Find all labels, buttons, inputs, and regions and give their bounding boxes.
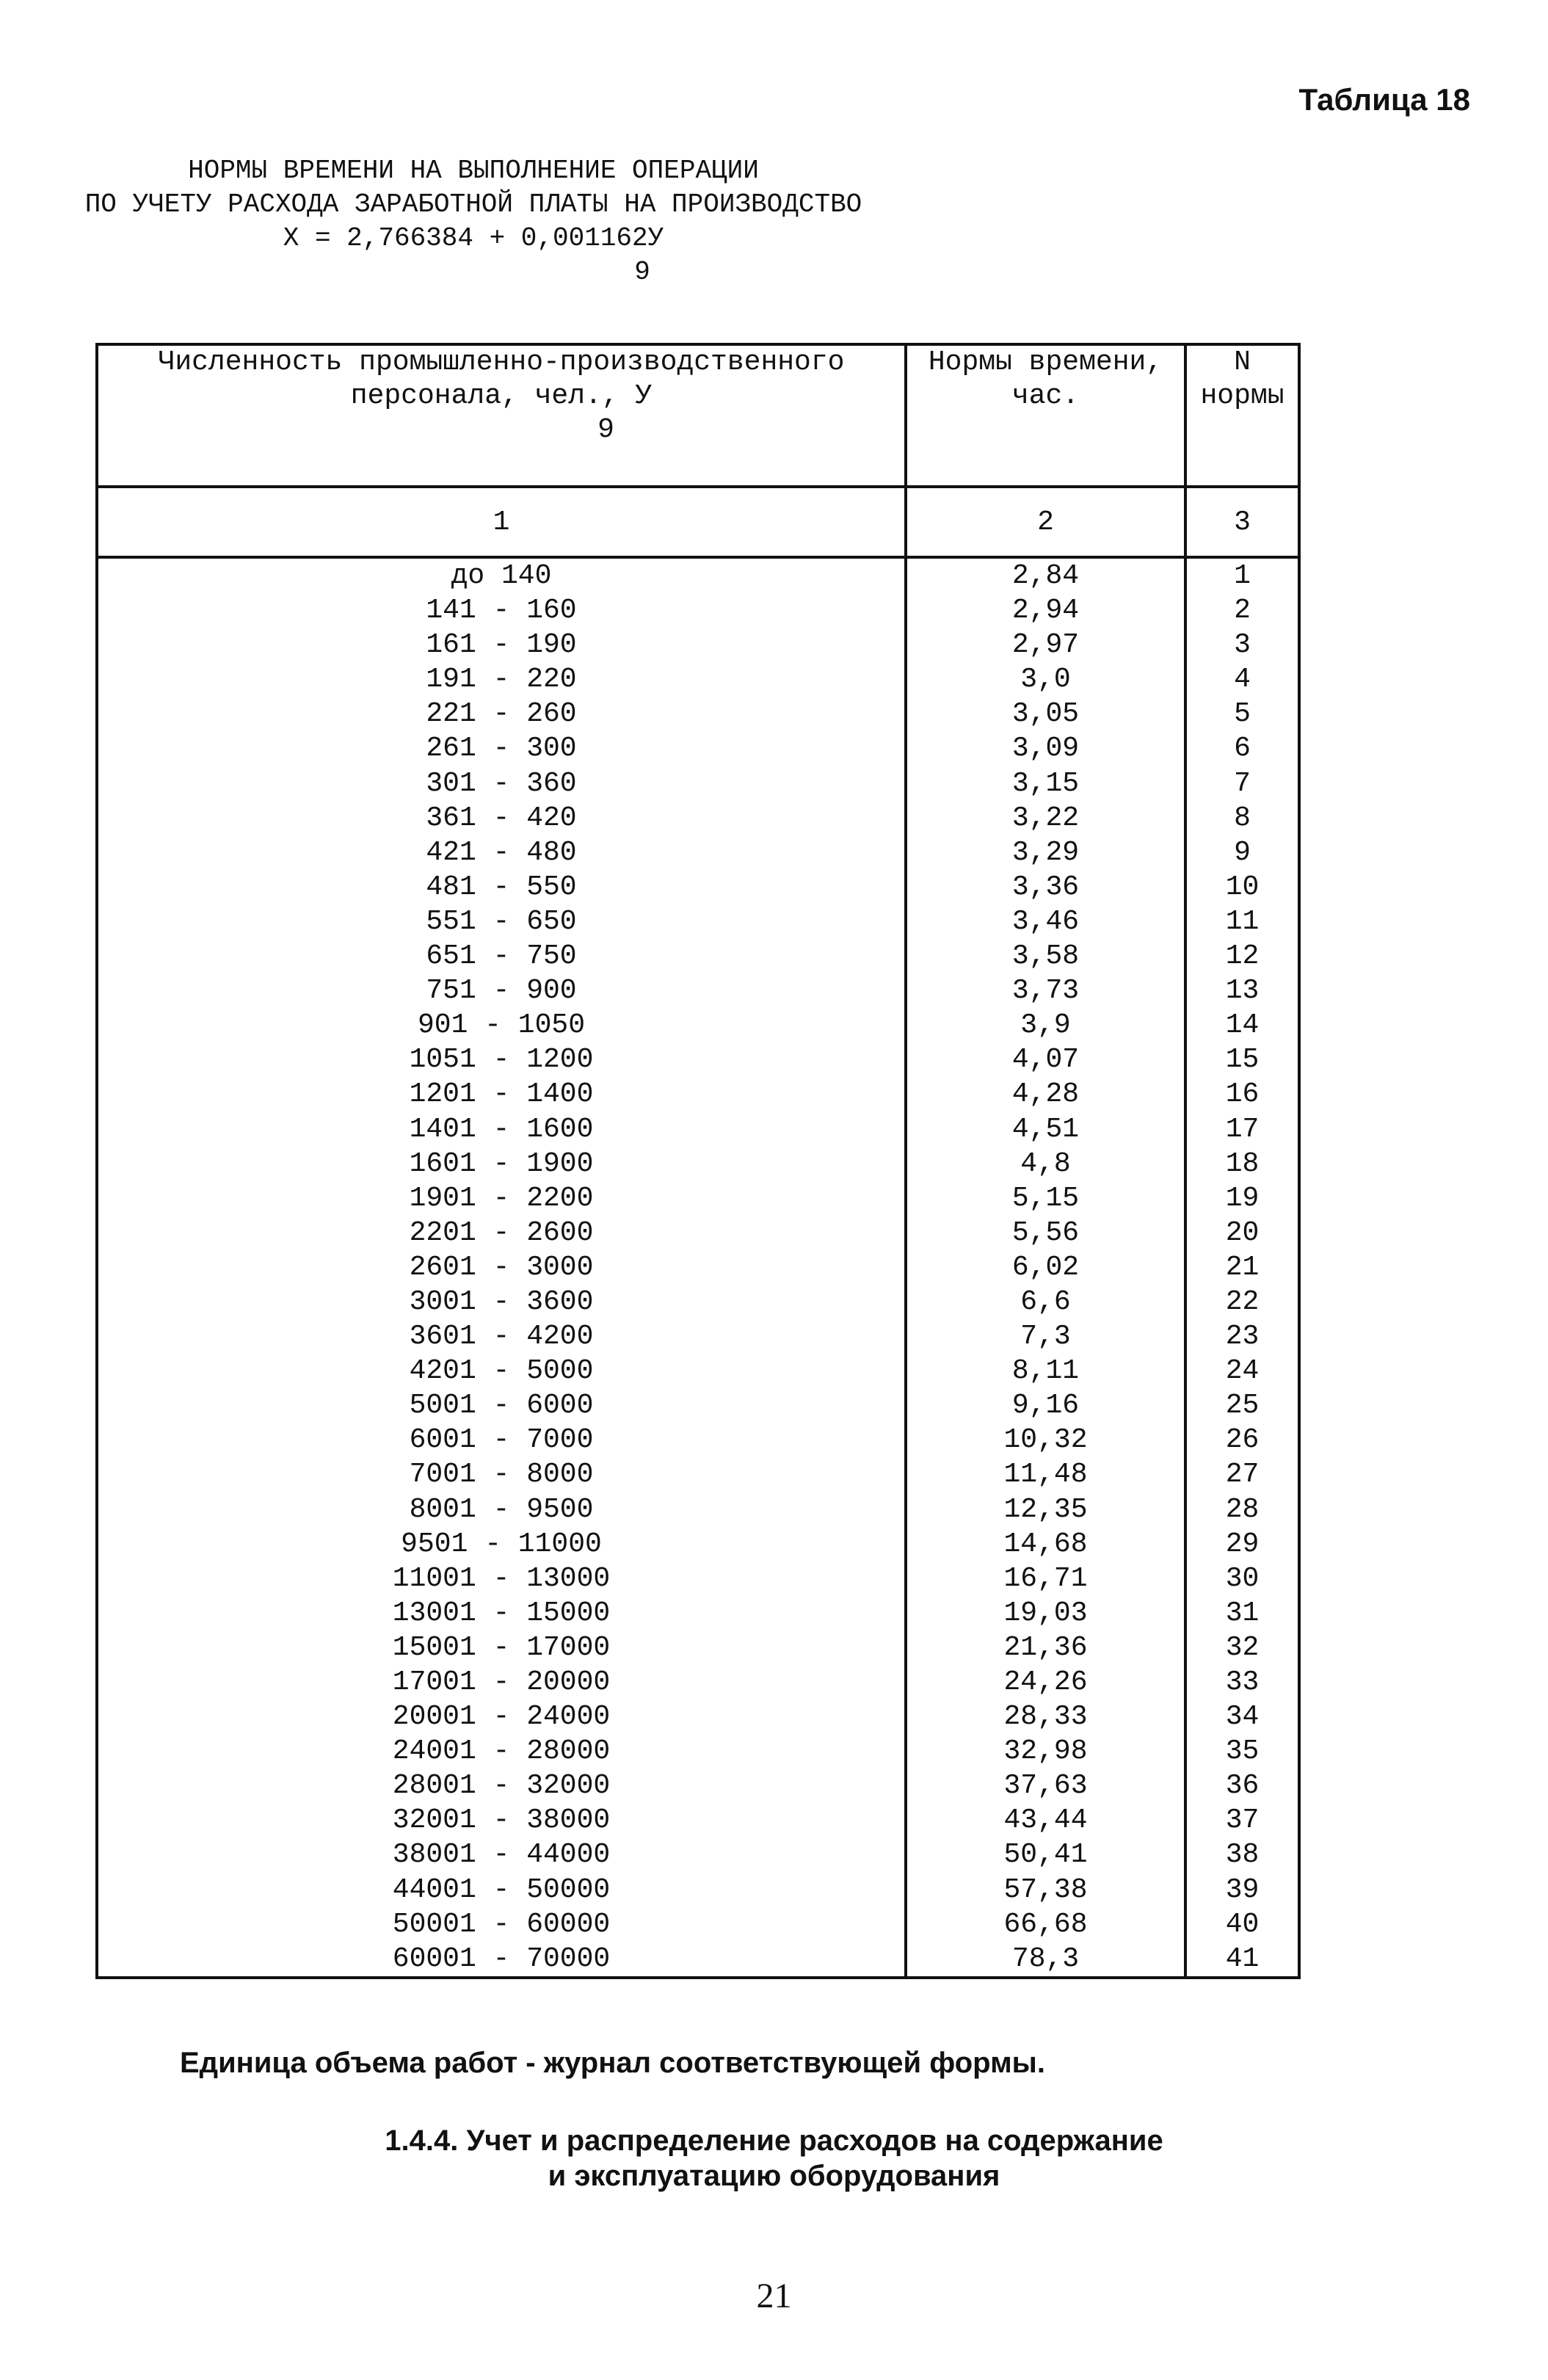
headcount-range-cell: 15001 - 17000 [97,1630,906,1665]
table-row [97,1734,1299,1768]
table-row [97,662,1299,697]
headcount-range-cell: 361 - 420 [97,801,906,835]
time-norm-cell: 21,36 [906,1630,1185,1665]
headcount-range-cell: 1601 - 1900 [97,1147,906,1181]
column-number-1: 1 [97,487,906,557]
norm-number-cell: 28 [1185,1492,1299,1527]
headcount-range-cell: 11001 - 13000 [97,1561,906,1596]
norm-number-cell: 32 [1185,1630,1299,1665]
table-row [97,1354,1299,1388]
time-norm-cell: 10,32 [906,1423,1185,1457]
time-norm-cell: 32,98 [906,1734,1185,1768]
time-norm-cell: 14,68 [906,1527,1185,1561]
norm-number-cell: 17 [1185,1112,1299,1147]
table-row [97,1873,1299,1907]
table-row [97,1492,1299,1527]
section-heading-line-2: и эксплуатацию оборудования [548,2160,1000,2192]
headcount-range-cell: 1401 - 1600 [97,1112,906,1147]
table-row [97,1942,1299,1978]
headcount-range-cell: 301 - 360 [97,766,906,801]
norm-number-cell: 27 [1185,1457,1299,1492]
headcount-range-cell: 1901 - 2200 [97,1181,906,1216]
time-norm-cell: 19,03 [906,1596,1185,1630]
header-norm-number-line-1: N [1234,347,1251,378]
norm-number-cell: 19 [1185,1181,1299,1216]
norm-number-cell: 10 [1185,870,1299,904]
table-row [97,1527,1299,1561]
norm-number-cell: 23 [1185,1319,1299,1354]
time-norm-cell: 4,8 [906,1147,1185,1181]
time-norm-cell: 2,94 [906,593,1185,628]
headcount-range-cell: 221 - 260 [97,697,906,731]
table-row [97,1596,1299,1630]
time-norm-cell: 9,16 [906,1388,1185,1423]
time-norm-cell: 4,51 [906,1112,1185,1147]
headcount-range-cell: 1051 - 1200 [97,1042,906,1077]
norm-number-cell: 39 [1185,1873,1299,1907]
headcount-range-cell: 481 - 550 [97,870,906,904]
table-row [97,1768,1299,1803]
headcount-range-cell: 421 - 480 [97,835,906,870]
column-number-3: 3 [1185,487,1299,557]
time-norm-cell: 4,07 [906,1042,1185,1077]
table-row [97,1388,1299,1423]
norm-number-cell: 9 [1185,835,1299,870]
table-row [97,835,1299,870]
time-norm-cell: 3,0 [906,662,1185,697]
time-norm-cell: 3,36 [906,870,1185,904]
table-row [97,1907,1299,1942]
headcount-range-cell: 2201 - 2600 [97,1216,906,1250]
norm-number-cell: 25 [1185,1388,1299,1423]
table-row [97,766,1299,801]
section-heading [0,2123,1548,2194]
table-row [97,593,1299,628]
headcount-range-cell: 651 - 750 [97,939,906,973]
time-norm-cell: 6,6 [906,1285,1185,1319]
norm-number-cell: 3 [1185,628,1299,662]
headcount-range-cell: 17001 - 20000 [97,1665,906,1699]
headcount-range-cell: 32001 - 38000 [97,1803,906,1837]
time-norm-cell: 2,97 [906,628,1185,662]
headcount-range-cell: до 140 [97,557,906,593]
table-row [97,1077,1299,1111]
table-row [97,1837,1299,1872]
header-time-norm-line-1: Нормы времени, [928,347,1163,378]
time-norm-cell: 16,71 [906,1561,1185,1596]
time-norm-cell: 2,84 [906,557,1185,593]
headcount-range-cell: 751 - 900 [97,973,906,1008]
table-row [97,1803,1299,1837]
headcount-range-cell: 9501 - 11000 [97,1527,906,1561]
norm-number-cell: 33 [1185,1665,1299,1699]
title-line-2: ПО УЧЕТУ РАСХОДА ЗАРАБОТНОЙ ПЛАТЫ НА ПРОИЗВОДСТВО [84,189,862,220]
headcount-range-cell: 4201 - 5000 [97,1354,906,1388]
norm-number-cell: 40 [1185,1907,1299,1942]
norm-number-cell: 7 [1185,766,1299,801]
norms-table [95,343,1301,1979]
table-row [97,1250,1299,1285]
time-norm-cell: 12,35 [906,1492,1185,1527]
norm-number-cell: 12 [1185,939,1299,973]
time-norm-cell: 66,68 [906,1907,1185,1942]
norm-number-cell: 35 [1185,1734,1299,1768]
column-number-2: 2 [906,487,1185,557]
norm-number-cell: 34 [1185,1699,1299,1734]
table-title [0,154,947,289]
header-headcount [97,344,906,487]
headcount-range-cell: 6001 - 7000 [97,1423,906,1457]
time-norm-cell: 78,3 [906,1942,1185,1978]
norm-number-cell: 31 [1185,1596,1299,1630]
headcount-range-cell: 24001 - 28000 [97,1734,906,1768]
table-body [97,557,1299,1978]
headcount-range-cell: 551 - 650 [97,904,906,939]
title-formula-subscript: 9 [634,257,650,287]
headcount-range-cell: 50001 - 60000 [97,1907,906,1942]
norm-number-cell: 30 [1185,1561,1299,1596]
norm-number-cell: 8 [1185,801,1299,835]
headcount-range-cell: 3601 - 4200 [97,1319,906,1354]
time-norm-cell: 50,41 [906,1837,1185,1872]
norm-number-cell: 15 [1185,1042,1299,1077]
time-norm-cell: 4,28 [906,1077,1185,1111]
headcount-range-cell: 7001 - 8000 [97,1457,906,1492]
time-norm-cell: 28,33 [906,1699,1185,1734]
norm-number-cell: 4 [1185,662,1299,697]
norm-number-cell: 38 [1185,1837,1299,1872]
time-norm-cell: 3,09 [906,731,1185,766]
norm-number-cell: 24 [1185,1354,1299,1388]
headcount-range-cell: 141 - 160 [97,593,906,628]
table-row [97,1665,1299,1699]
time-norm-cell: 43,44 [906,1803,1185,1837]
norm-number-cell: 14 [1185,1008,1299,1042]
time-norm-cell: 5,15 [906,1181,1185,1216]
headcount-range-cell: 901 - 1050 [97,1008,906,1042]
time-norm-cell: 3,9 [906,1008,1185,1042]
title-formula: X = 2,766384 + 0,001162У [283,223,664,253]
norm-number-cell: 26 [1185,1423,1299,1457]
norm-number-cell: 20 [1185,1216,1299,1250]
header-time-norm [906,344,1185,487]
time-norm-cell: 8,11 [906,1354,1185,1388]
title-line-1: НОРМЫ ВРЕМЕНИ НА ВЫПОЛНЕНИЕ ОПЕРАЦИИ [188,156,759,186]
table-row [97,1008,1299,1042]
header-norm-number [1185,344,1299,487]
headcount-range-cell: 13001 - 15000 [97,1596,906,1630]
header-norm-number-line-2: нормы [1200,380,1284,412]
header-headcount-line-1: Численность промышленно-производственного [158,347,845,378]
table-row [97,1147,1299,1181]
time-norm-cell: 3,73 [906,973,1185,1008]
time-norm-cell: 37,63 [906,1768,1185,1803]
norm-number-cell: 1 [1185,557,1299,593]
time-norm-cell: 3,15 [906,766,1185,801]
table-row [97,1630,1299,1665]
header-time-norm-line-2: час. [1011,380,1080,412]
time-norm-cell: 3,22 [906,801,1185,835]
norm-number-cell: 11 [1185,904,1299,939]
norm-number-cell: 16 [1185,1077,1299,1111]
time-norm-cell: 3,46 [906,904,1185,939]
table-row [97,973,1299,1008]
headcount-range-cell: 20001 - 24000 [97,1699,906,1734]
time-norm-cell: 7,3 [906,1319,1185,1354]
time-norm-cell: 6,02 [906,1250,1185,1285]
time-norm-cell: 57,38 [906,1873,1185,1907]
headcount-range-cell: 5001 - 6000 [97,1388,906,1423]
headcount-range-cell: 38001 - 44000 [97,1837,906,1872]
header-headcount-line-2: персонала, чел., У [350,380,653,412]
column-number-row [97,487,1299,557]
table-row [97,1042,1299,1077]
norm-number-cell: 22 [1185,1285,1299,1319]
section-heading-line-1: 1.4.4. Учет и распределение расходов на содержание [385,2125,1163,2157]
table-row [97,1561,1299,1596]
unit-note: Единица объема работ - журнал соответствующей формы. [180,2047,1045,2079]
headcount-range-cell: 44001 - 50000 [97,1873,906,1907]
table-row [97,628,1299,662]
time-norm-cell: 24,26 [906,1665,1185,1699]
table-row [97,1112,1299,1147]
table-row [97,1699,1299,1734]
time-norm-cell: 5,56 [906,1216,1185,1250]
norm-number-cell: 2 [1185,593,1299,628]
headcount-range-cell: 161 - 190 [97,628,906,662]
table-row [97,1181,1299,1216]
table-row [97,1319,1299,1354]
time-norm-cell: 3,58 [906,939,1185,973]
headcount-range-cell: 8001 - 9500 [97,1492,906,1527]
norm-number-cell: 36 [1185,1768,1299,1803]
time-norm-cell: 3,29 [906,835,1185,870]
page-number: 21 [756,2276,792,2315]
table-row [97,697,1299,731]
norm-number-cell: 21 [1185,1250,1299,1285]
table-row [97,1285,1299,1319]
table-row [97,557,1299,593]
headcount-range-cell: 60001 - 70000 [97,1942,906,1978]
table-row [97,1216,1299,1250]
table-header-row [97,344,1299,487]
table-label: Таблица 18 [1298,82,1470,117]
norm-number-cell: 5 [1185,697,1299,731]
headcount-range-cell: 28001 - 32000 [97,1768,906,1803]
table-row [97,1423,1299,1457]
table-row [97,801,1299,835]
time-norm-cell: 3,05 [906,697,1185,731]
norm-number-cell: 37 [1185,1803,1299,1837]
table-row [97,1457,1299,1492]
norm-number-cell: 29 [1185,1527,1299,1561]
norm-number-cell: 13 [1185,973,1299,1008]
headcount-range-cell: 1201 - 1400 [97,1077,906,1111]
table-row [97,870,1299,904]
norm-number-cell: 18 [1185,1147,1299,1181]
table-row [97,939,1299,973]
headcount-range-cell: 261 - 300 [97,731,906,766]
table-row [97,731,1299,766]
time-norm-cell: 11,48 [906,1457,1185,1492]
header-headcount-subscript: 9 [597,414,614,446]
norm-number-cell: 41 [1185,1942,1299,1978]
headcount-range-cell: 191 - 220 [97,662,906,697]
norm-number-cell: 6 [1185,731,1299,766]
headcount-range-cell: 3001 - 3600 [97,1285,906,1319]
headcount-range-cell: 2601 - 3000 [97,1250,906,1285]
table-row [97,904,1299,939]
